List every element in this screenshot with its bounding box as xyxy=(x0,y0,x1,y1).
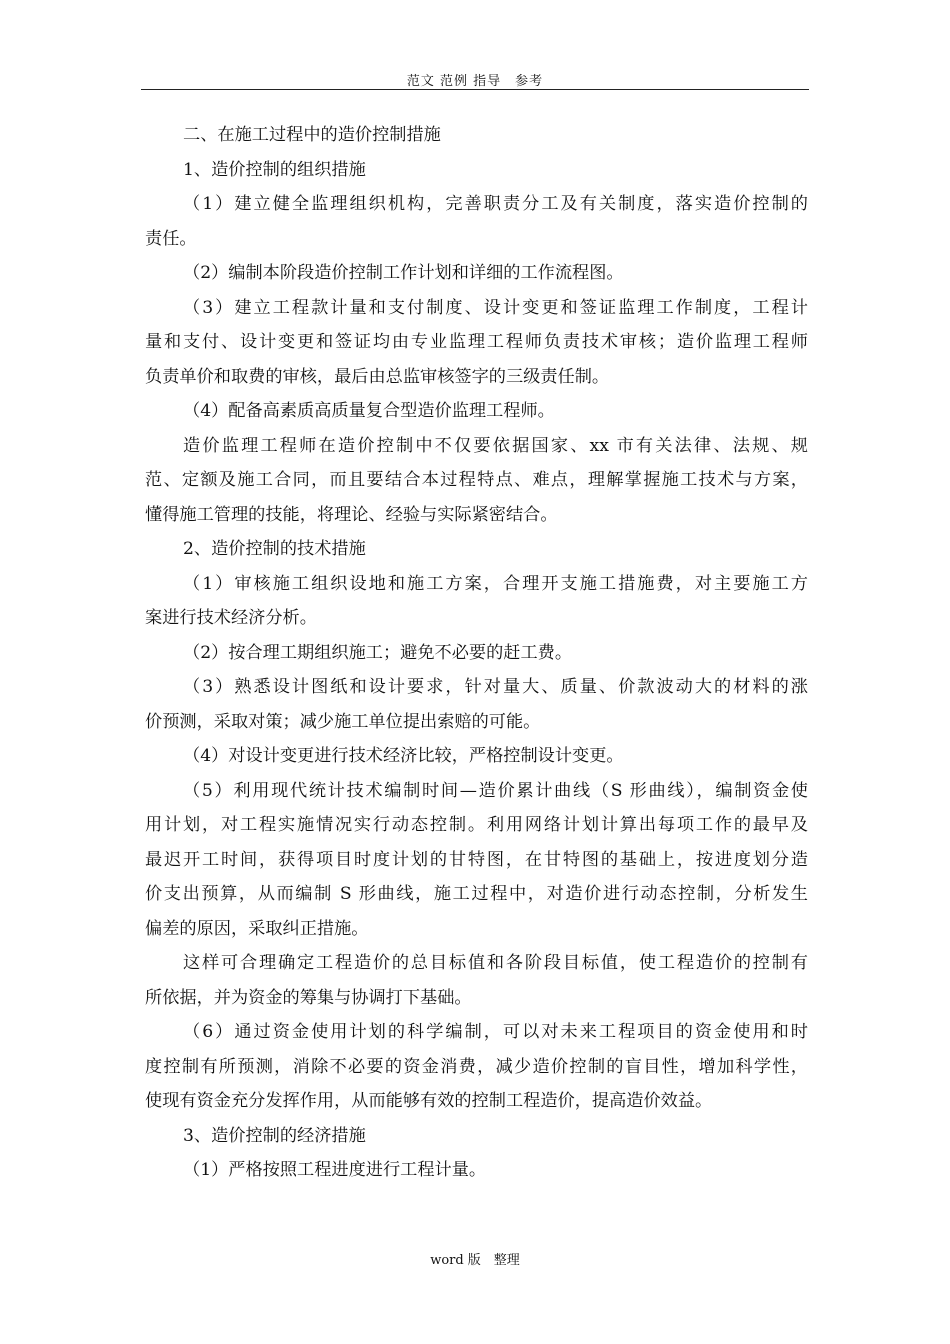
text-line: 二、在施工过程中的造价控制措施 xyxy=(183,125,441,145)
header-divider xyxy=(141,89,809,90)
text-line: （3）建立工程款计量和支付制度、设计变更和签证监理工作制度，工程计 xyxy=(183,297,808,318)
page-footer: word 版 整理 xyxy=(430,1253,520,1268)
text-line: 懂得施工管理的技能，将理论、经验与实际紧密结合。 xyxy=(145,504,558,525)
text-line: 1、造价控制的组织措施 xyxy=(183,159,366,180)
text-line: 案进行技术经济分析。 xyxy=(145,608,317,628)
text-line: （2）编制本阶段造价控制工作计划和详细的工作流程图。 xyxy=(183,263,624,283)
text-line: 3、造价控制的经济措施 xyxy=(183,1125,366,1146)
text-line: 范、定额及施工合同，而且要结合本过程特点、难点，理解掌握施工技术与方案， xyxy=(145,470,808,490)
text-line: （4）配备高素质高质量复合型造价监理工程师。 xyxy=(183,401,555,421)
page-header: 范文 范例 指导 参考 xyxy=(406,74,544,89)
text-line: 使现有资金充分发挥作用，从而能够有效的控制工程造价，提高造价效益。 xyxy=(145,1091,713,1111)
text-line: 最迟开工时间，获得项目时度计划的甘特图，在甘特图的基础上，按进度划分造 xyxy=(145,849,808,870)
text-line: 负责单价和取费的审核，最后由总监审核签字的三级责任制。 xyxy=(145,366,610,387)
text-line: （6）通过资金使用计划的科学编制，可以对未来工程项目的资金使用和时 xyxy=(183,1022,808,1042)
text-line: 2、造价控制的技术措施 xyxy=(183,539,366,559)
text-line: （1）严格按照工程进度进行工程计量。 xyxy=(183,1160,487,1180)
text-line: 偏差的原因，采取纠正措施。 xyxy=(145,918,369,939)
text-line: 价预测，采取对策；减少施工单位提出索赔的可能。 xyxy=(145,711,541,732)
text-line: （1）审核施工组织设地和施工方案，合理开支施工措施费，对主要施工方 xyxy=(183,573,808,594)
text-line: （4）对设计变更进行技术经济比较，严格控制设计变更。 xyxy=(183,746,624,766)
text-line: （1）建立健全监理组织机构，完善职责分工及有关制度，落实造价控制的 xyxy=(183,194,808,214)
text-line: 造价监理工程师在造价控制中不仅要依据国家、xx 市有关法律、法规、规 xyxy=(183,435,808,456)
text-line: （5）利用现代统计技术编制时间—造价累计曲线（S 形曲线），编制资金使 xyxy=(183,780,808,801)
text-line: （2）按合理工期组织施工；避免不必要的赶工费。 xyxy=(183,642,573,663)
document-body xyxy=(145,118,808,1188)
text-line: 度控制有所预测，消除不必要的资金消费，减少造价控制的盲目性，增加科学性， xyxy=(145,1056,808,1077)
text-line: 这样可合理确定工程造价的总目标值和各阶段目标值，使工程造价的控制有 xyxy=(183,953,808,973)
text-line: 责任。 xyxy=(145,228,197,249)
text-line: 价支出预算，从而编制 S 形曲线，施工过程中，对造价进行动态控制，分析发生 xyxy=(145,884,808,904)
text-line: 所依据，并为资金的筹集与协调打下基础。 xyxy=(145,987,472,1008)
text-line: （3）熟悉设计图纸和设计要求，针对量大、质量、价款波动大的材料的涨 xyxy=(183,677,808,697)
text-line: 用计划，对工程实施情况实行动态控制。利用网络计划计算出每项工作的最早及 xyxy=(145,815,808,835)
text-line: 量和支付、设计变更和签证均由专业监理工程师负责技术审核；造价监理工程师 xyxy=(145,332,808,352)
